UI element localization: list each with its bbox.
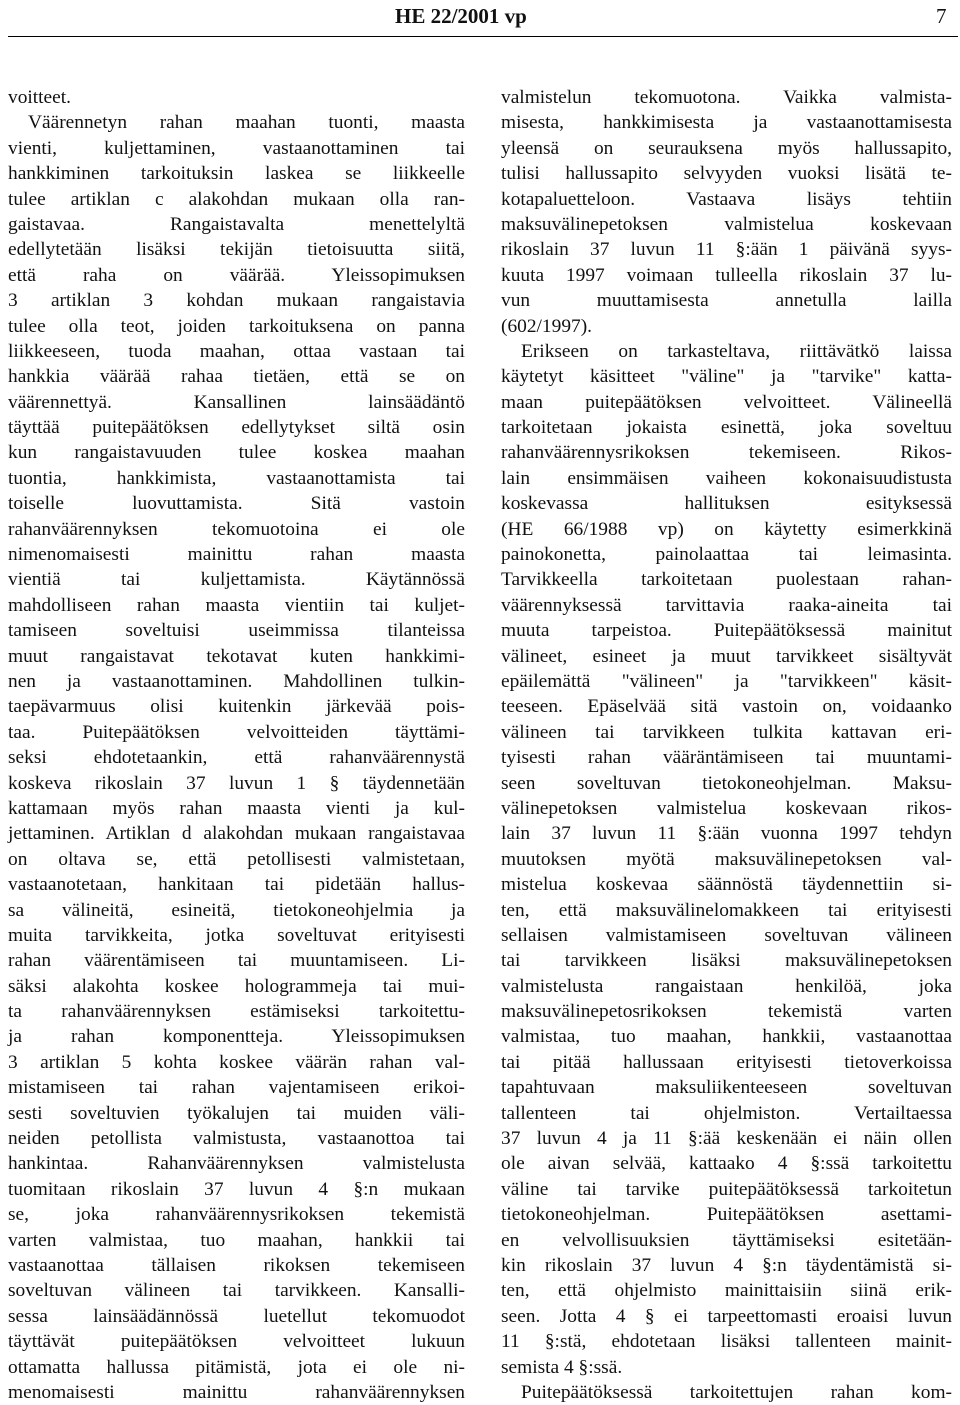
text-line: en velvollisuuksien täyttämiseksi esitetään- bbox=[501, 1229, 952, 1251]
text-line: seen. Jotta 4 § ei tarpeettomasti eroaisi luvun bbox=[501, 1305, 952, 1327]
text-line: vastaanottaa tällaisen rikoksen tekemiseen bbox=[8, 1254, 465, 1276]
text-line: tai pitää hallussaan erityisesti tietoverkoissa bbox=[501, 1051, 952, 1073]
text-line: misesta, hankkimisesta ja vastaanottamisesta bbox=[501, 112, 952, 134]
text-line: vastaanotetaan, hankitaan tai pidetään hallus- bbox=[8, 874, 465, 896]
text-line: ole aivan selvää, kattaako 4 §:ssä tarkoitettu bbox=[501, 1153, 952, 1175]
text-line: epäilemättä "välineen" ja "tarvikkeen" käsit- bbox=[501, 670, 952, 692]
document-id: HE 22/2001 vp bbox=[395, 4, 527, 28]
text-line: gaistavaa. Rangaistavalta menettelyltä bbox=[8, 213, 465, 235]
text-line: edellytetään lisäksi tekijän tietoisuutta siitä, bbox=[8, 239, 465, 261]
text-line: nimenomaisesti mainittu rahan maasta bbox=[8, 544, 465, 566]
text-line: soveltuvan välineen tai tarvikkeen. Kansalli- bbox=[8, 1280, 465, 1302]
text-line: ten, että ohjelmisto mainittaisiin siinä erik- bbox=[501, 1280, 952, 1302]
text-line: (HE 66/1988 vp) on käytetty esimerkkinä bbox=[501, 518, 952, 540]
text-line: väärennyksessä tarvittavia raaka-aineita tai bbox=[501, 594, 952, 616]
text-line: taepävarmuus olisi kuitenkin järkevää pois- bbox=[8, 696, 465, 718]
text-line: jettaminen. Artiklan d alakohdan mukaan rangaistavaa bbox=[8, 823, 465, 845]
text-line: liikkeeseen, tuoda maahan, ottaa vastaan tai bbox=[8, 340, 465, 362]
text-line: rahan väärentämiseen tai muuntamiseen. Li- bbox=[8, 950, 465, 972]
text-line: täyttävät puitepäätöksen velvoitteet lukuun bbox=[8, 1331, 465, 1353]
text-line: kuuta 1997 voimaan tulleella rikoslain 37 lu- bbox=[501, 264, 952, 286]
text-line: voitteet. bbox=[8, 87, 72, 108]
text-line: käytetyt käsitteet "väline" ja "tarvike" katta- bbox=[501, 366, 952, 388]
text-line: valmistelun tekomuotona. Vaikka valmista- bbox=[501, 87, 952, 108]
text-line: yleensä on seurauksena myös hallussapito, bbox=[501, 137, 952, 159]
right-text-column bbox=[501, 85, 952, 1405]
text-line: koskeva rikoslain 37 luvun 1 § täydennetään bbox=[8, 772, 465, 794]
text-line: maan puitepäätöksen velvoitteet. Välineellä bbox=[501, 391, 952, 413]
text-line: on oltava se, että petollisesti valmistetaan, bbox=[8, 848, 465, 870]
text-line: valmistaa, tuo maahan, hankkii, vastaanottaa bbox=[501, 1026, 952, 1048]
text-line: väärennettyä. Kansallinen lainsäädäntö bbox=[8, 391, 465, 413]
text-line: tuomitaan rikoslain 37 luvun 4 §:n mukaan bbox=[8, 1178, 465, 1200]
text-line: tietokoneohjelman. Puitepäätöksen asettami- bbox=[501, 1204, 952, 1226]
text-line: välineen tai tarvikkeen tulkita kattavan eri- bbox=[501, 721, 952, 743]
text-line: tulee olla teot, joiden tarkoituksena on panna bbox=[8, 315, 465, 337]
text-line: hankintaa. Rahanväärennyksen valmistelusta bbox=[8, 1153, 465, 1175]
text-line: rikoslain 37 luvun 11 §:ään 1 päivänä syys- bbox=[501, 239, 952, 261]
text-line: tuontia, hankkimista, vastaanottamista tai bbox=[8, 467, 465, 489]
text-line: hankkiminen tarkoituksin laskea se liikkeelle bbox=[8, 163, 465, 185]
text-line: muita tarvikkeita, jotka soveltuvat erityisesti bbox=[8, 924, 465, 946]
text-line: tulee artiklan c alakohdan mukaan olla ran- bbox=[8, 188, 465, 210]
text-line: valmistelusta rangaistaan henkilöä, joka bbox=[501, 975, 952, 997]
text-line: tulisi hallussapito selvyyden vuoksi lisätä te- bbox=[501, 163, 952, 185]
text-line: maksuvälinepetoksen valmistelua koskevaan bbox=[501, 213, 952, 235]
text-line: säksi alakohta koskee hologrammeja tai mui- bbox=[8, 975, 465, 997]
text-line: vun muuttamisesta annetulla lailla bbox=[501, 290, 952, 312]
text-line: se, joka rahanväärennysrikoksen tekemistä bbox=[8, 1204, 465, 1226]
text-line: kun rangaistavuuden tulee koskea maahan bbox=[8, 442, 465, 464]
text-line: rahanväärennyksen tekomuotoina ei ole bbox=[8, 518, 465, 540]
text-line: sesti soveltuvien työkalujen tai muiden väli- bbox=[8, 1102, 465, 1124]
text-line: tyisesti rahan vääräntämiseen tai muuntami- bbox=[501, 747, 952, 769]
text-line: taa. Puitepäätöksen velvoitteiden täyttämi- bbox=[8, 721, 465, 743]
text-line: koskevassa hallituksen esityksessä bbox=[501, 493, 952, 515]
text-line: sellaisen valmistamiseen soveltuvan välineen bbox=[501, 924, 952, 946]
left-text-column bbox=[8, 85, 465, 1405]
text-line: ta rahanväärennyksen estämiseksi tarkoitettu- bbox=[8, 1001, 465, 1023]
text-line: välinepetoksen valmistelua koskevaan rikos- bbox=[501, 797, 952, 819]
page-header bbox=[0, 0, 960, 34]
text-line: vienti, kuljettaminen, vastaanottaminen tai bbox=[8, 137, 465, 159]
text-line: tapahtuvaan maksuliikenteeseen soveltuvan bbox=[501, 1077, 952, 1099]
text-line: kotapaluetteloon. Vastaava lisäys tehtiin bbox=[501, 188, 952, 210]
text-line: nen ja vastaanottaminen. Mahdollinen tulkin- bbox=[8, 670, 465, 692]
text-line: mistamiseen tai rahan vajentamiseen erikoi- bbox=[8, 1077, 465, 1099]
text-line: painokonetta, painolaattaa tai leimasinta. bbox=[501, 544, 952, 566]
text-line: (602/1997). bbox=[501, 315, 593, 337]
text-line: maksuvälinepetosrikoksen tekemistä varten bbox=[501, 1001, 952, 1023]
text-line: menomaisesti mainittu rahanväärennyksen bbox=[8, 1381, 465, 1403]
text-line: kattamaan myös rahan maasta vienti ja kul- bbox=[8, 797, 465, 819]
header-rule bbox=[8, 36, 958, 37]
text-line: Tarvikkeella tarkoitetaan puolestaan rahan- bbox=[501, 569, 952, 591]
text-line: muuta tarpeistoa. Puitepäätöksessä mainitut bbox=[501, 620, 952, 642]
text-line: seksi ehdotetaankin, että rahanväärennystä bbox=[8, 747, 465, 769]
text-line: Erikseen on tarkasteltava, riittävätkö laissa bbox=[521, 340, 952, 362]
text-line: tamiseen soveltuisi useimmissa tilanteissa bbox=[8, 620, 465, 642]
text-line: 3 artiklan 3 kohdan mukaan rangaistavia bbox=[8, 290, 465, 312]
text-line: rahanväärennysrikoksen tekemiseen. Rikos- bbox=[501, 442, 952, 464]
text-line: muutoksen myötä maksuvälinepetoksen val- bbox=[501, 848, 952, 870]
text-line: tallenteen tai ohjelmiston. Vertailtaessa bbox=[501, 1102, 952, 1124]
text-line: täyttää puitepäätöksen edellytykset siltä osin bbox=[8, 417, 465, 439]
text-line: 3 artiklan 5 kohta koskee väärän rahan val- bbox=[8, 1051, 465, 1073]
text-line: Puitepäätöksessä tarkoitettujen rahan kom- bbox=[521, 1381, 952, 1403]
text-line: seen soveltuvan tietokoneohjelman. Maksu- bbox=[501, 772, 952, 794]
text-line: kin rikoslain 37 luvun 4 §:n täydentämistä si- bbox=[501, 1254, 952, 1276]
text-line: ottamatta hallussa pitämistä, jota ei ole ni- bbox=[8, 1356, 465, 1378]
text-line: muut rangaistavat tekotavat kuten hankkimi- bbox=[8, 645, 465, 667]
text-line: ja rahan komponentteja. Yleissopimuksen bbox=[8, 1026, 465, 1048]
text-line: semista 4 §:ssä. bbox=[501, 1356, 623, 1378]
page-number: 7 bbox=[936, 4, 947, 28]
text-line: mahdolliseen rahan maasta vientiin tai kuljet- bbox=[8, 594, 465, 616]
text-line: tai tarvikkeen lisäksi maksuvälinepetoksen bbox=[501, 950, 952, 972]
text-line: hankkia väärää rahaa tietäen, että se on bbox=[8, 366, 465, 388]
text-line: toiselle luovuttamista. Sitä vastoin bbox=[8, 493, 465, 515]
text-line: sessa lainsäädännössä luetellut tekomuodot bbox=[8, 1305, 465, 1327]
text-line: mistelua koskevaa säännöstä täydennettiin si- bbox=[501, 874, 952, 896]
text-line: 37 luvun 4 ja 11 §:ää keskenään ei näin ollen bbox=[501, 1128, 952, 1150]
text-line: lain 37 luvun 11 §:ään vuonna 1997 tehdyn bbox=[501, 823, 952, 845]
text-line: varten valmistaa, tuo maahan, hankkii tai bbox=[8, 1229, 465, 1251]
text-line: väline tai tarvike puitepäätöksessä tarkoitetun bbox=[501, 1178, 952, 1200]
text-line: teeseen. Epäselvää sitä vastoin on, voidaanko bbox=[501, 696, 952, 718]
text-line: sa välineitä, esineitä, tietokoneohjelmia ja bbox=[8, 899, 465, 921]
text-line: tarkoitetaan jokaista esinettä, joka soveltuu bbox=[501, 417, 952, 439]
text-line: vientiä tai kuljettamista. Käytännössä bbox=[8, 569, 465, 591]
text-line: lain ensimmäisen vaiheen kokonaisuudistusta bbox=[501, 467, 952, 489]
text-line: 11 §:stä, ehdotetaan lisäksi tallenteen mainit- bbox=[501, 1331, 952, 1353]
text-line: ten, että maksuvälinelomakkeen tai erityisesti bbox=[501, 899, 952, 921]
text-line: että raha on väärää. Yleissopimuksen bbox=[8, 264, 465, 286]
text-line: välineet, esineet ja muut tarvikkeet sisältyvät bbox=[501, 645, 952, 667]
text-line: Väärennetyn rahan maahan tuonti, maasta bbox=[28, 112, 465, 134]
text-line: neiden petollista valmistusta, vastaanottoa tai bbox=[8, 1128, 465, 1150]
